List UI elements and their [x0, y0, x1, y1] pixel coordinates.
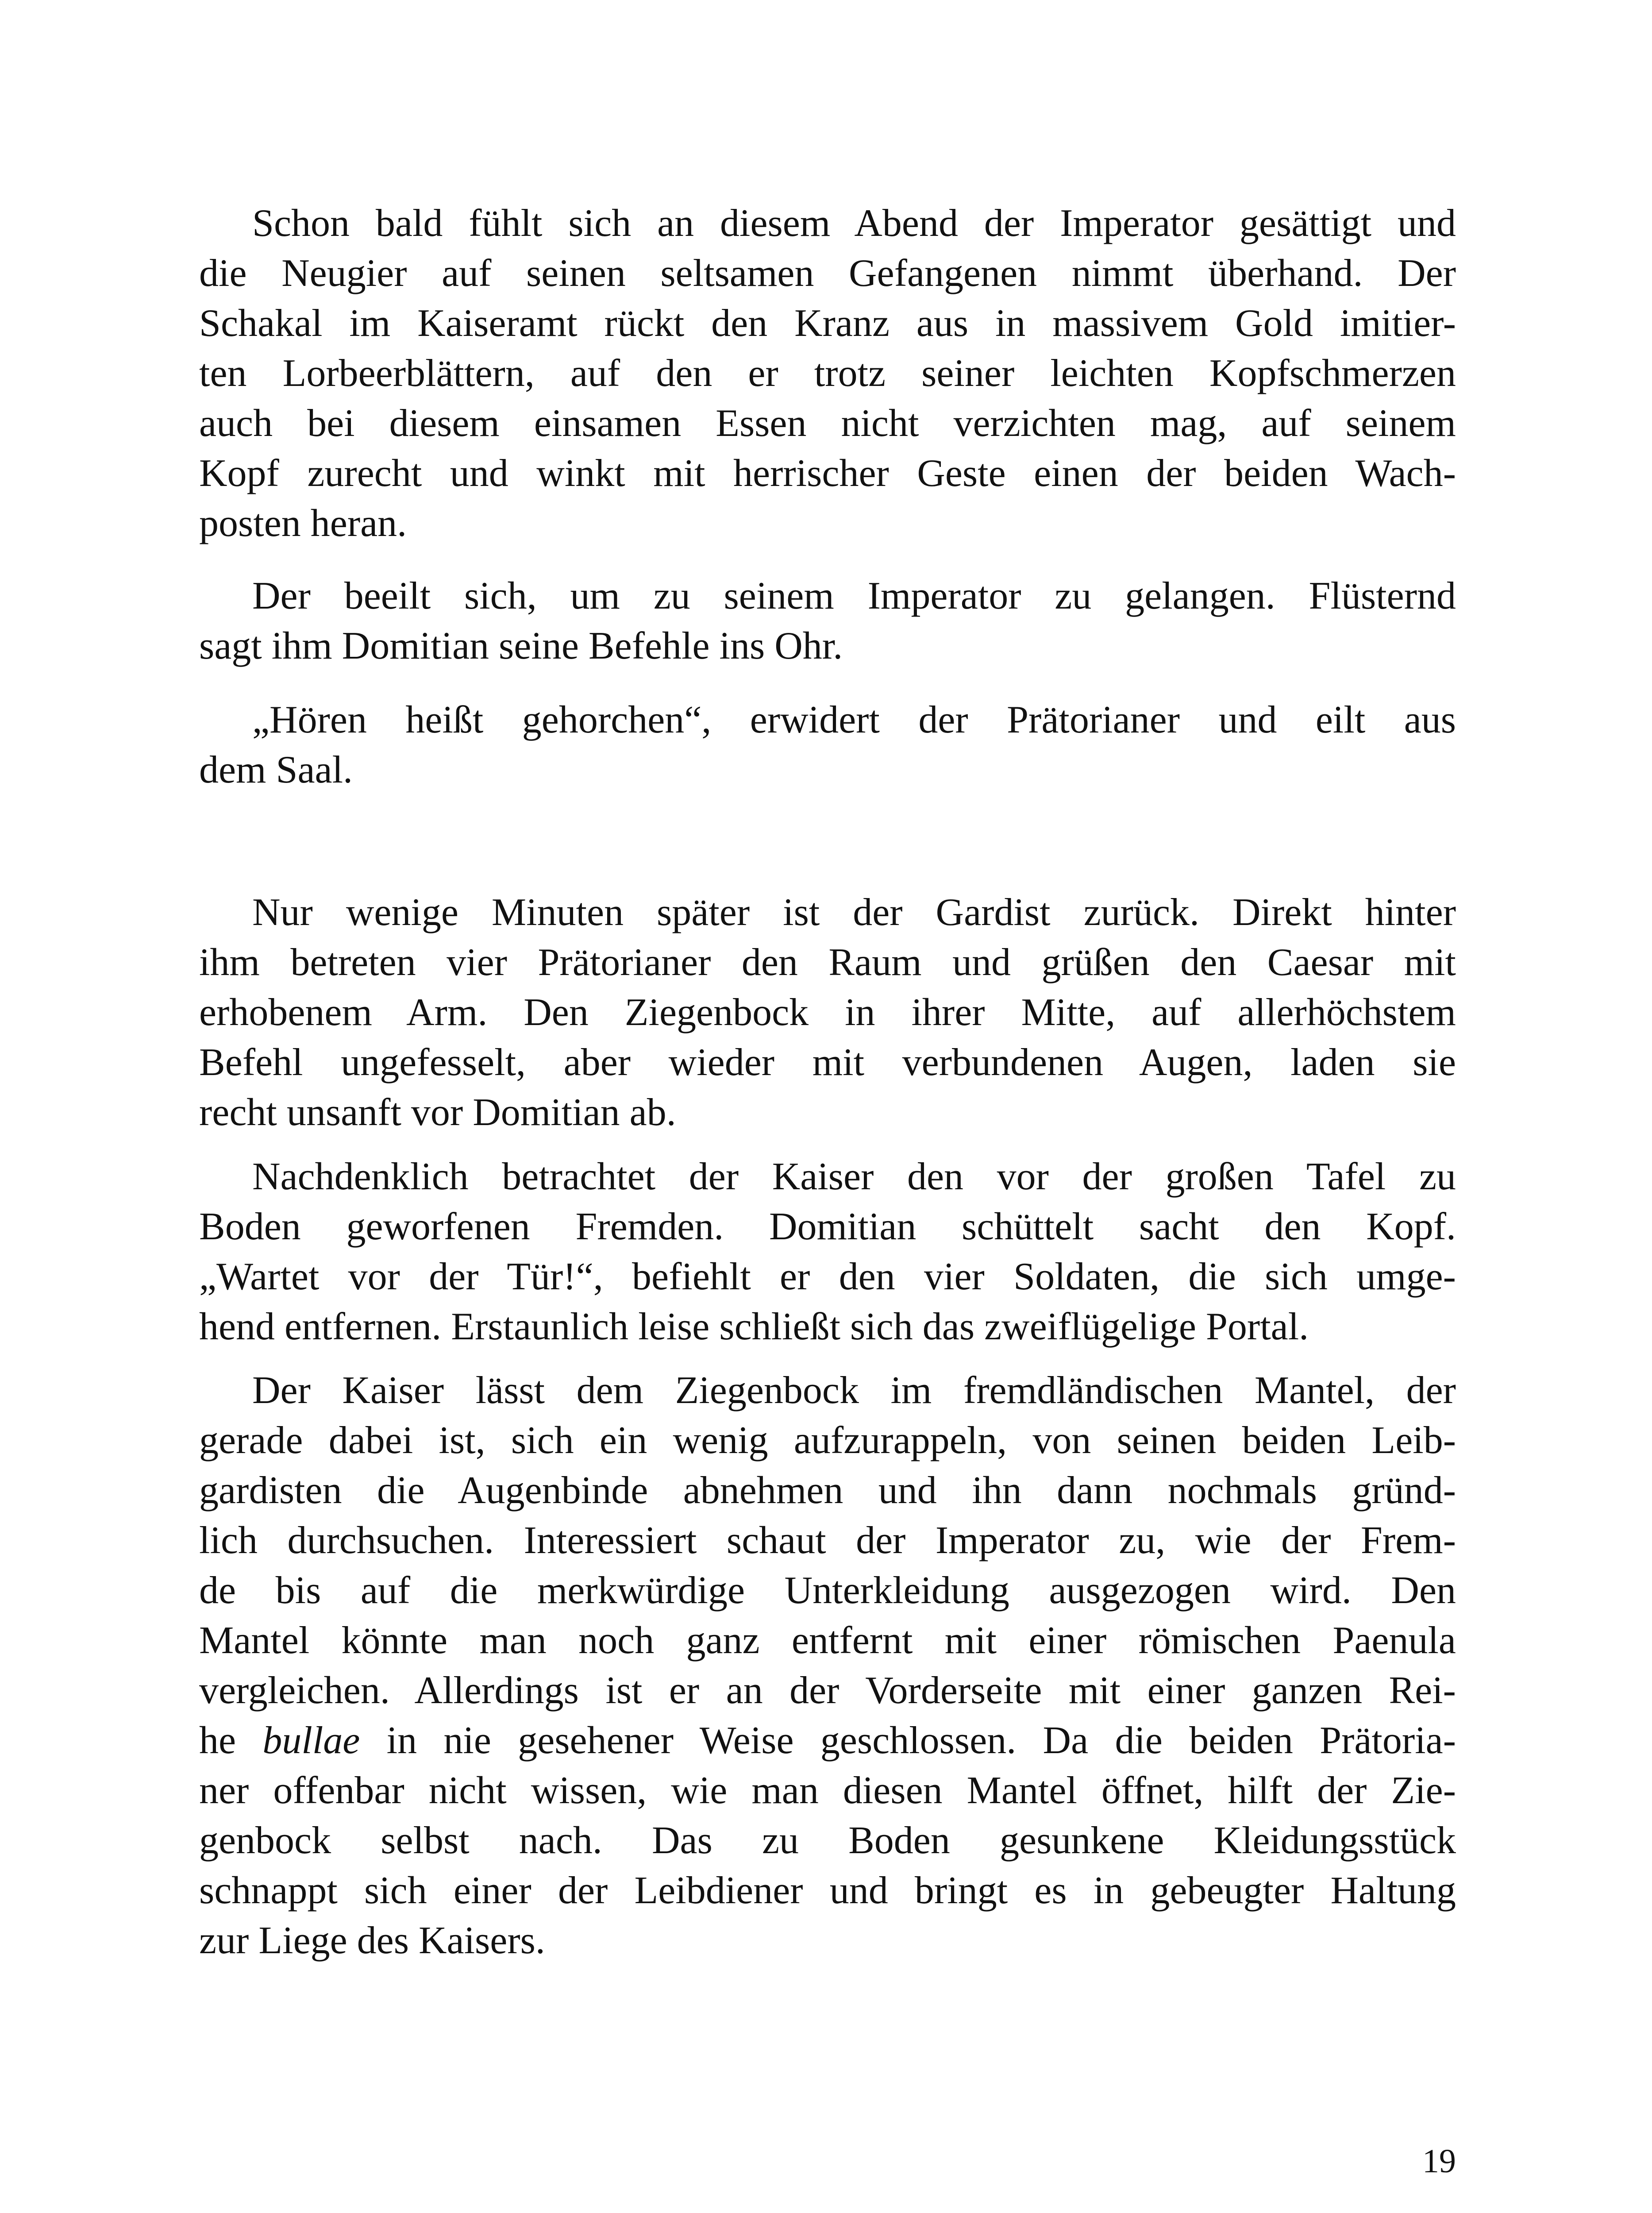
text-line: „Wartet vor der Tür!“, befiehlt er den vier Soldaten, die sich umge-: [199, 1255, 1456, 1298]
text-line: sagt ihm Domitian seine Befehle ins Ohr.: [199, 625, 843, 667]
text-line: dem Saal.: [199, 748, 353, 791]
text-line: gardisten die Augenbinde abnehmen und ihn dann nochmals gründ-: [199, 1469, 1456, 1512]
text-fragment: in nie gesehener Weise geschlossen. Da die beiden Prätoria-: [386, 1719, 1456, 1762]
text-line: vergleichen. Allerdings ist er an der Vorderseite mit einer ganzen Rei-: [199, 1669, 1456, 1712]
paragraph-6: [199, 1365, 1456, 1966]
paragraph-4: [199, 887, 1456, 1137]
text-line: Befehl ungefesselt, aber wieder mit verbundenen Augen, laden sie: [199, 1041, 1456, 1084]
paragraph-5: [199, 1152, 1456, 1352]
text-line: ihm betreten vier Prätorianer den Raum und grüßen den Caesar mit: [199, 941, 1456, 984]
text-line: lich durchsuchen. Interessiert schaut der Imperator zu, wie der Frem-: [199, 1519, 1456, 1562]
text-line: Mantel könnte man noch ganz entfernt mit einer römischen Paenula: [199, 1619, 1456, 1662]
page-number: 19: [1422, 2143, 1456, 2180]
text-line: Boden geworfenen Fremden. Domitian schüttelt sacht den Kopf.: [199, 1205, 1456, 1248]
text-fragment: he: [199, 1719, 236, 1762]
text-line: ner offenbar nicht wissen, wie man diesen Mantel öffnet, hilft der Zie-: [199, 1769, 1456, 1812]
paragraph-1: [199, 198, 1456, 548]
text-line: schnappt sich einer der Leibdiener und bringt es in gebeugter Haltung: [199, 1869, 1456, 1912]
text-line: genbock selbst nach. Das zu Boden gesunkene Kleidungsstück: [199, 1819, 1456, 1862]
text-line: recht unsanft vor Domitian ab.: [199, 1091, 676, 1134]
text-line: Der beeilt sich, um zu seinem Imperator zu gelangen. Flüsternd: [252, 574, 1456, 617]
text-line: Der Kaiser lässt dem Ziegenbock im fremdländischen Mantel, der: [252, 1369, 1456, 1412]
text-line: „Hören heißt gehorchen“, erwidert der Prätorianer und eilt aus: [252, 698, 1456, 741]
paragraph-2: [199, 571, 1456, 671]
text-line: ten Lorbeerblättern, auf den er trotz seiner leichten Kopfschmerzen: [199, 352, 1456, 395]
text-line: Schon bald fühlt sich an diesem Abend der Imperator gesättigt und: [252, 202, 1456, 245]
text-line: Nachdenklich betrachtet der Kaiser den vor der großen Tafel zu: [252, 1155, 1456, 1198]
text-line: de bis auf die merkwürdige Unterkleidung ausgezogen wird. Den: [199, 1569, 1456, 1612]
text-line: zur Liege des Kaisers.: [199, 1919, 545, 1962]
italic-term: bullae: [262, 1719, 360, 1762]
text-line: posten heran.: [199, 502, 407, 545]
text-line: Nur wenige Minuten später ist der Gardist zurück. Direkt hinter: [252, 891, 1456, 934]
text-line: die Neugier auf seinen seltsamen Gefangenen nimmt überhand. Der: [199, 252, 1456, 295]
text-line: Kopf zurecht und winkt mit herrischer Geste einen der beiden Wach-: [199, 452, 1456, 495]
text-line: gerade dabei ist, sich ein wenig aufzurappeln, von seinen beiden Leib-: [199, 1419, 1456, 1462]
paragraph-3: [199, 695, 1456, 795]
text-line: erhobenem Arm. Den Ziegenbock in ihrer Mitte, auf allerhöchstem: [199, 991, 1456, 1034]
text-line: auch bei diesem einsamen Essen nicht verzichten mag, auf seinem: [199, 402, 1456, 445]
text-line-with-italic: [199, 1716, 1456, 1766]
text-line: hend entfernen. Erstaunlich leise schließt sich das zweiflügelige Portal.: [199, 1305, 1309, 1348]
text-line: Schakal im Kaiseramt rückt den Kranz aus in massivem Gold imitier-: [199, 302, 1456, 345]
